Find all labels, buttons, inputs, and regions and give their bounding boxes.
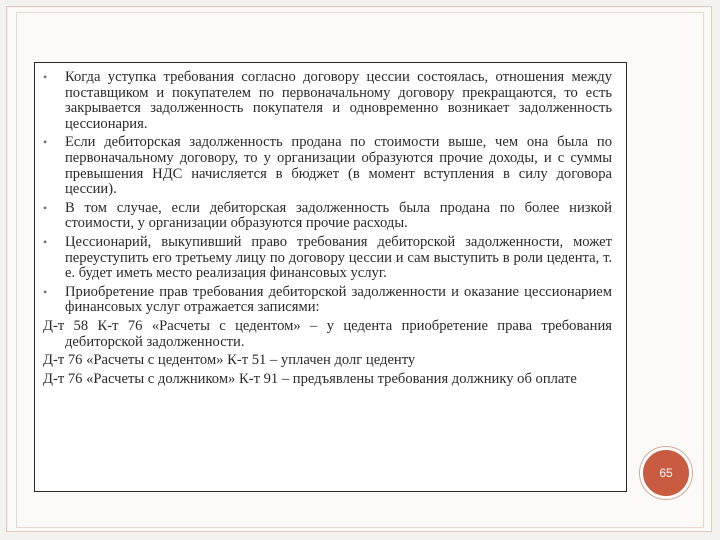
accounting-entry: Д-т 76 «Расчеты с цедентом» К-т 51 – уплачен долг цеденту	[43, 352, 416, 369]
bullet-text: В том случае, если дебиторская задолженность была продана по более низкой стоимости, у организации образуются прочие расходы.	[65, 199, 612, 232]
bullet-text: Когда уступка требования согласно договору цессии состоялась, отношения между поставщиком и покупателем по первоначальному договору прекращаются, то есть закрывается задолженность покупателя и одновременно возникает задолженность цессионария.	[65, 69, 612, 132]
bullet-icon: •	[43, 284, 48, 299]
bullet-text: Приобретение прав требования дебиторской задолженности и оказание цессионарием финансовых услуг отражается записями:	[65, 283, 612, 316]
page-number: 65	[659, 466, 673, 480]
bullet-item	[43, 201, 612, 232]
bullet-text: Цессионарий, выкупивший право требования дебиторской задолженности, может переуступить его третьему лицу по договору цессии и сам выступить в роли цедента, т. е. будет иметь место реализация финансовых услуг.	[65, 233, 612, 282]
page-number-badge	[640, 447, 692, 499]
bullet-item	[43, 285, 612, 316]
accounting-entry: Д-т 58 К-т 76 «Расчеты с цедентом» – у цедента приобретение права требования дебиторской задолженности.	[43, 317, 612, 350]
bullet-item	[43, 70, 612, 132]
bullet-icon: •	[43, 234, 48, 249]
bullet-item	[43, 235, 612, 282]
slide-content-box	[34, 62, 627, 492]
bullet-icon: •	[43, 135, 48, 150]
bullet-icon: •	[43, 200, 48, 215]
bullet-text: Если дебиторская задолженность продана по стоимости выше, чем она была по первоначальному договору, то у организации образуются прочие доходы, и с суммы превышения НДС начисляется в бюджет (в момент вступления в силу договора цессии).	[65, 134, 612, 198]
bullet-item	[43, 135, 612, 197]
bullet-icon: •	[43, 70, 48, 84]
accounting-entry: Д-т 76 «Расчеты с должником» К-т 91 – предъявлены требования должнику об оплате	[43, 370, 577, 387]
